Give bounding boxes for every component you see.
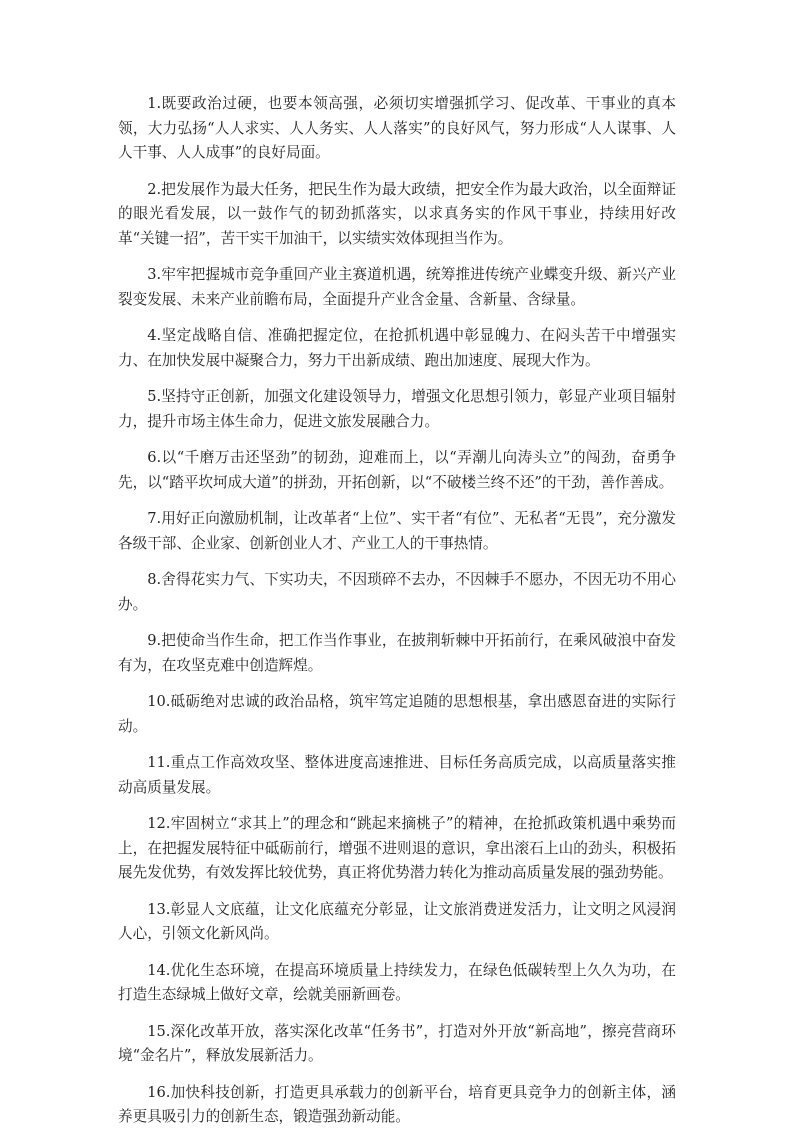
paragraph-12: 12.牢固树立“求其上”的理念和“跳起来摘桃子”的精神，在抢抓政策机遇中乘势而上，在把握发展特征中砥砺前行，增强不进则退的意识，拿出滚石上山的劲头，积极拓展先发优势，有效发挥比较优势，真正将优势潜力转化为推动高质量发展的强劲势能。 [118,815,676,881]
paragraph-6: 6.以“千磨万击还坚劲”的韧劲，迎难而上，以“弄潮儿向涛头立”的闯劲，奋勇争先，以“踏平坎坷成大道”的拼劲，开拓创新，以“不破楼兰终不还”的干劲，善作善成。 [118,449,676,491]
paragraph-15: 15.深化改革开放，落实深化改革“任务书”，打造对外开放“新高地”，擦亮营商环境“金名片”，释放发展新活力。 [118,1022,676,1064]
paragraph-1: 1.既要政治过硬，也要本领高强，必须切实增强抓学习、促改革、干事业的真本领，大力弘扬“人人求实、人人务实、人人落实”的良好风气，努力形成“人人谋事、人人干事、人人成事”的良好局面。 [118,95,676,161]
paragraph-2: 2.把发展作为最大任务，把民生作为最大政绩，把安全作为最大政治，以全面辩证的眼光看发展，以一鼓作气的韧劲抓落实，以求真务实的作风干事业，持续用好改革“关键一招”，苦干实干加油干，以实绩实效体现担当作为。 [118,180,676,247]
paragraph-10: 10.砥砺绝对忠诚的政治品格，筑牢笃定追随的思想根基，拿出感恩奋进的实际行动。 [118,693,676,735]
paragraph-8: 8.舍得花实力气、下实功夫，不因琐碎不去办，不因棘手不愿办，不因无功不用心办。 [118,571,676,613]
paragraph-9: 9.把使命当作生命，把工作当作事业，在披荆斩棘中开拓前行，在乘风破浪中奋发有为，在攻坚克难中创造辉煌。 [118,632,676,674]
paragraph-5: 5.坚持守正创新，加强文化建设领导力，增强文化思想引领力，彰显产业项目辐射力，提升市场主体生命力，促进文旅发展融合力。 [118,388,676,430]
paragraph-16: 16.加快科技创新，打造更具承载力的创新平台，培育更具竞争力的创新主体，涵养更具吸引力的创新生态，锻造强劲新动能。 [118,1083,676,1125]
paragraph-3: 3.牢牢把握城市竞争重回产业主赛道机遇，统筹推进传统产业蝶变升级、新兴产业裂变发展、未来产业前瞻布局，全面提升产业含金量、含新量、含绿量。 [118,266,676,308]
paragraph-7: 7.用好正向激励机制，让改革者“上位”、实干者“有位”、无私者“无畏”，充分激发各级干部、企业家、创新创业人才、产业工人的干事热情。 [118,510,676,552]
paragraph-14: 14.优化生态环境，在提高环境质量上持续发力，在绿色低碳转型上久久为功，在打造生态绿城上做好文章，绘就美丽新画卷。 [118,961,676,1003]
paragraph-13: 13.彰显人文底蕴，让文化底蕴充分彰显，让文旅消费迸发活力，让文明之风浸润人心，引领文化新风尚。 [118,900,676,942]
paragraph-11: 11.重点工作高效攻坚、整体进度高速推进、目标任务高质完成，以高质量落实推动高质量发展。 [118,754,676,796]
document-body [118,92,676,1142]
paragraph-4: 4.坚定战略自信、准确把握定位，在抢抓机遇中彰显魄力、在闷头苦干中增强实力、在加快发展中凝聚合力，努力干出新成绩、跑出加速度、展现大作为。 [118,327,676,369]
